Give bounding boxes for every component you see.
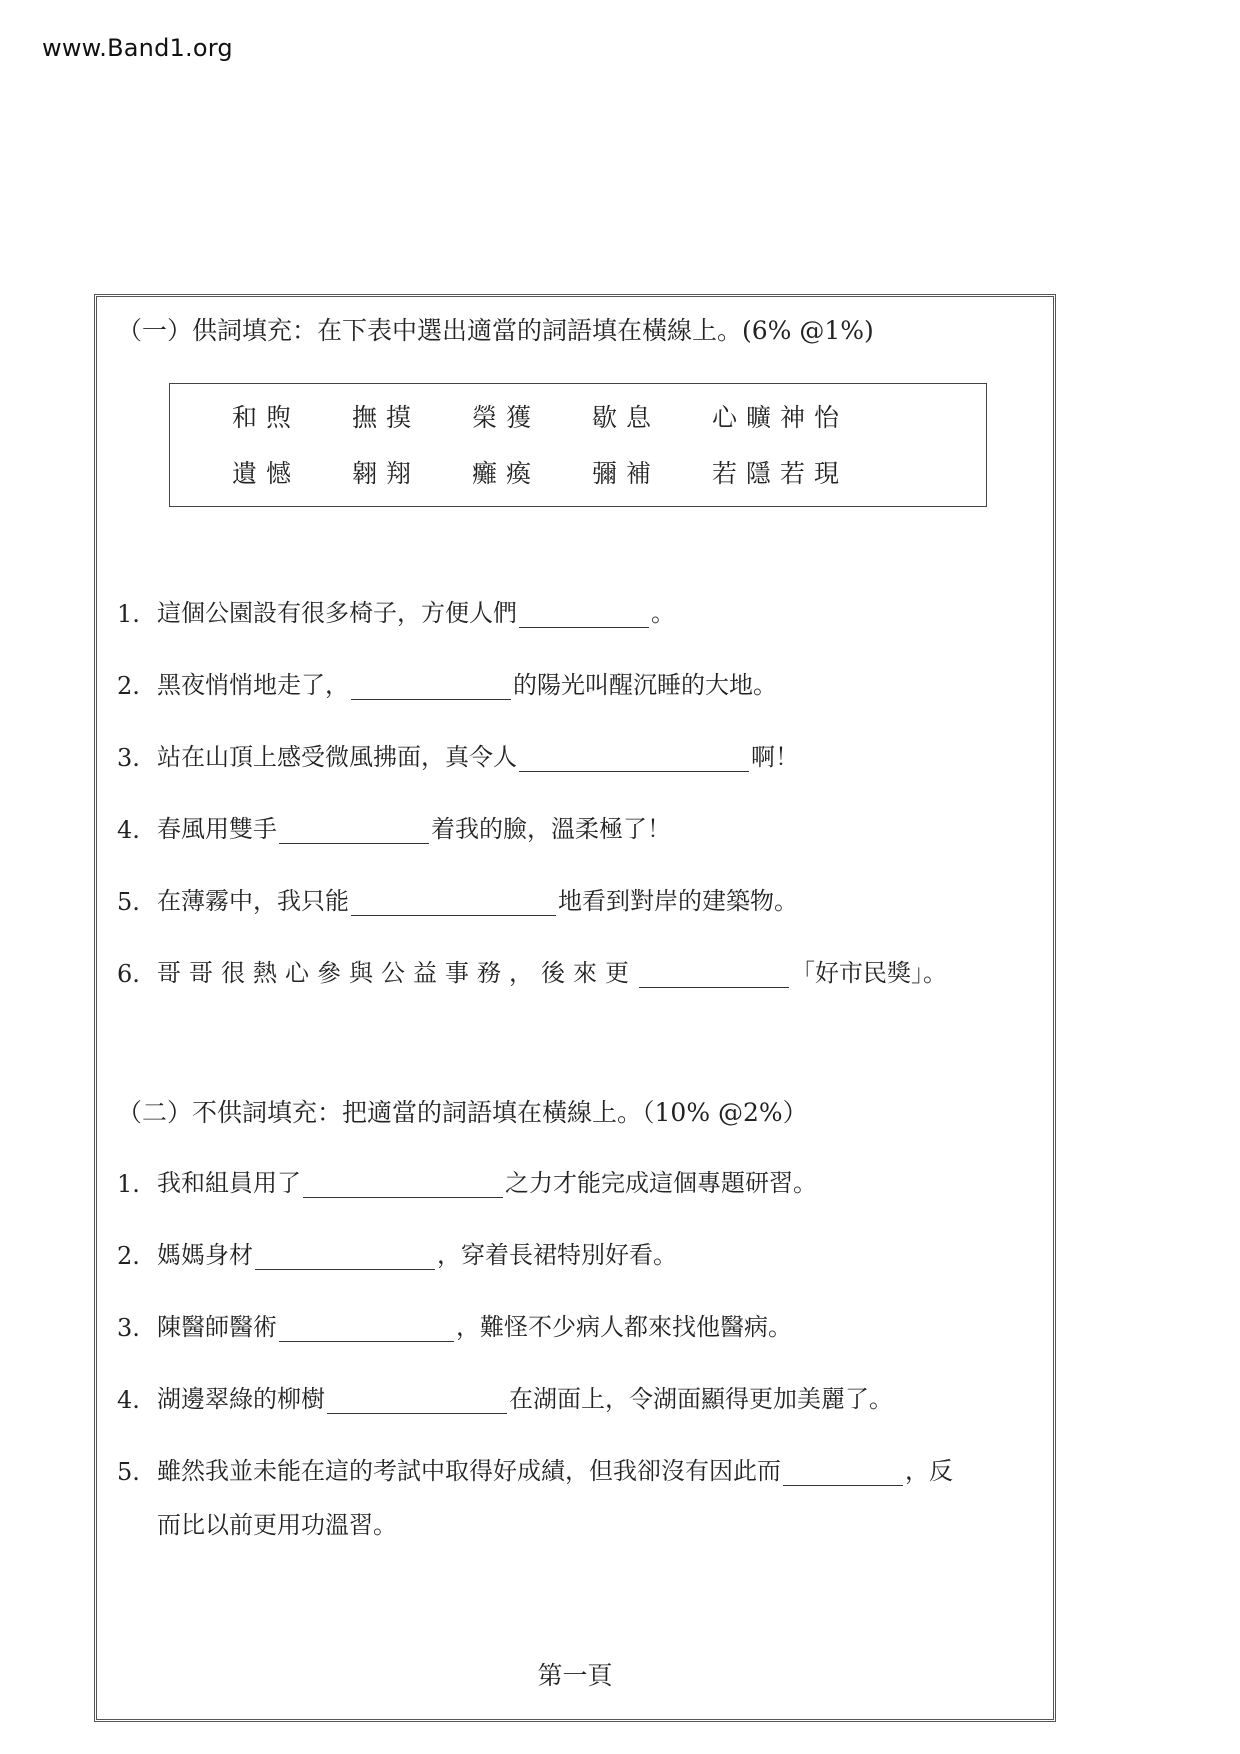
word-bank-item: 撫摸: [352, 403, 421, 432]
question-text: 的陽光叫醒沉睡的大地。: [513, 671, 777, 699]
word-bank-item: 心曠神怡: [712, 403, 849, 432]
word-bank-item: 翱翔: [352, 459, 421, 488]
answer-blank[interactable]: [351, 675, 511, 700]
question-text: 媽媽身材: [157, 1241, 253, 1269]
word-bank-item: 遺憾: [232, 459, 301, 488]
answer-blank[interactable]: [255, 1245, 435, 1270]
question-text: 哥哥很熱心參與公益事務，後來更: [157, 959, 637, 987]
answer-blank[interactable]: [519, 603, 649, 628]
question-2-4: [117, 1379, 893, 1414]
question-text: 湖邊翠綠的柳樹: [157, 1385, 325, 1413]
answer-blank[interactable]: [351, 891, 556, 916]
answer-blank[interactable]: [303, 1173, 503, 1198]
question-number: 3.: [117, 1314, 140, 1342]
question-number: 6.: [117, 960, 140, 988]
question-number: 5.: [117, 1458, 140, 1486]
question-text: 之力才能完成這個專題研習。: [505, 1169, 817, 1197]
question-2-2: [117, 1235, 677, 1270]
question-text: 陳醫師醫術: [157, 1313, 277, 1341]
word-bank: [169, 383, 987, 507]
question-number: 1.: [117, 600, 140, 628]
site-url[interactable]: www.Band1.org: [42, 34, 233, 62]
question-text: 啊！: [751, 743, 799, 771]
question-text: 雖然我並未能在這的考試中取得好成績，但我卻沒有因此而: [157, 1457, 781, 1485]
word-bank-item: 若隱若現: [712, 459, 849, 488]
answer-blank[interactable]: [279, 819, 429, 844]
question-1-3: [117, 737, 799, 772]
question-text: ，穿着長裙特別好看。: [437, 1241, 677, 1269]
answer-blank[interactable]: [327, 1389, 507, 1414]
question-1-4: [117, 809, 671, 844]
question-number: 4.: [117, 816, 140, 844]
question-text: 地看到對岸的建築物。: [558, 887, 798, 915]
answer-blank[interactable]: [279, 1317, 454, 1342]
word-bank-item: 彌補: [592, 459, 661, 488]
page-number: 第一頁: [537, 1661, 613, 1690]
question-text: 這個公園設有很多椅子，方便人們: [157, 599, 517, 627]
answer-blank[interactable]: [783, 1461, 903, 1486]
answer-blank[interactable]: [639, 963, 789, 988]
question-number: 2.: [117, 1242, 140, 1270]
question-text: 在湖面上，令湖面顯得更加美麗了。: [509, 1385, 893, 1413]
question-number: 3.: [117, 744, 140, 772]
question-text: 着我的臉，溫柔極了！: [431, 815, 671, 843]
question-text: 在薄霧中，我只能: [157, 887, 349, 915]
question-text: ，反: [905, 1457, 953, 1485]
question-1-6: [117, 953, 947, 988]
question-number: 5.: [117, 888, 140, 916]
question-number: 1.: [117, 1170, 140, 1198]
question-text: 。: [651, 599, 675, 627]
section-2-title: （二）不供詞填充：把適當的詞語填在橫線上。（10% @2%）: [117, 1098, 808, 1127]
question-2-5-continuation: 而比以前更用功溫習。: [157, 1511, 397, 1539]
question-text: 「好市民獎」。: [791, 959, 947, 987]
question-1-5: [117, 881, 798, 916]
question-number: 2.: [117, 672, 140, 700]
question-text: 我和組員用了: [157, 1169, 301, 1197]
word-bank-item: 歇息: [592, 403, 661, 432]
section-1-title: （一）供詞填充：在下表中選出適當的詞語填在橫線上。(6% @1%): [117, 316, 874, 345]
question-2-3: [117, 1307, 792, 1342]
answer-blank[interactable]: [519, 747, 749, 772]
question-2-1: [117, 1163, 817, 1198]
word-bank-item: 榮獲: [472, 403, 541, 432]
question-text: 站在山頂上感受微風拂面，真令人: [157, 743, 517, 771]
question-2-5: [117, 1451, 953, 1486]
question-text: 春風用雙手: [157, 815, 277, 843]
worksheet-page: [94, 294, 1056, 1722]
question-text: 黑夜悄悄地走了，: [157, 671, 349, 699]
question-1-1: [117, 593, 675, 628]
word-bank-item: 和煦: [232, 403, 301, 432]
question-1-2: [117, 665, 777, 700]
question-number: 4.: [117, 1386, 140, 1414]
question-text: ，難怪不少病人都來找他醫病。: [456, 1313, 792, 1341]
word-bank-item: 癱瘓: [472, 459, 541, 488]
